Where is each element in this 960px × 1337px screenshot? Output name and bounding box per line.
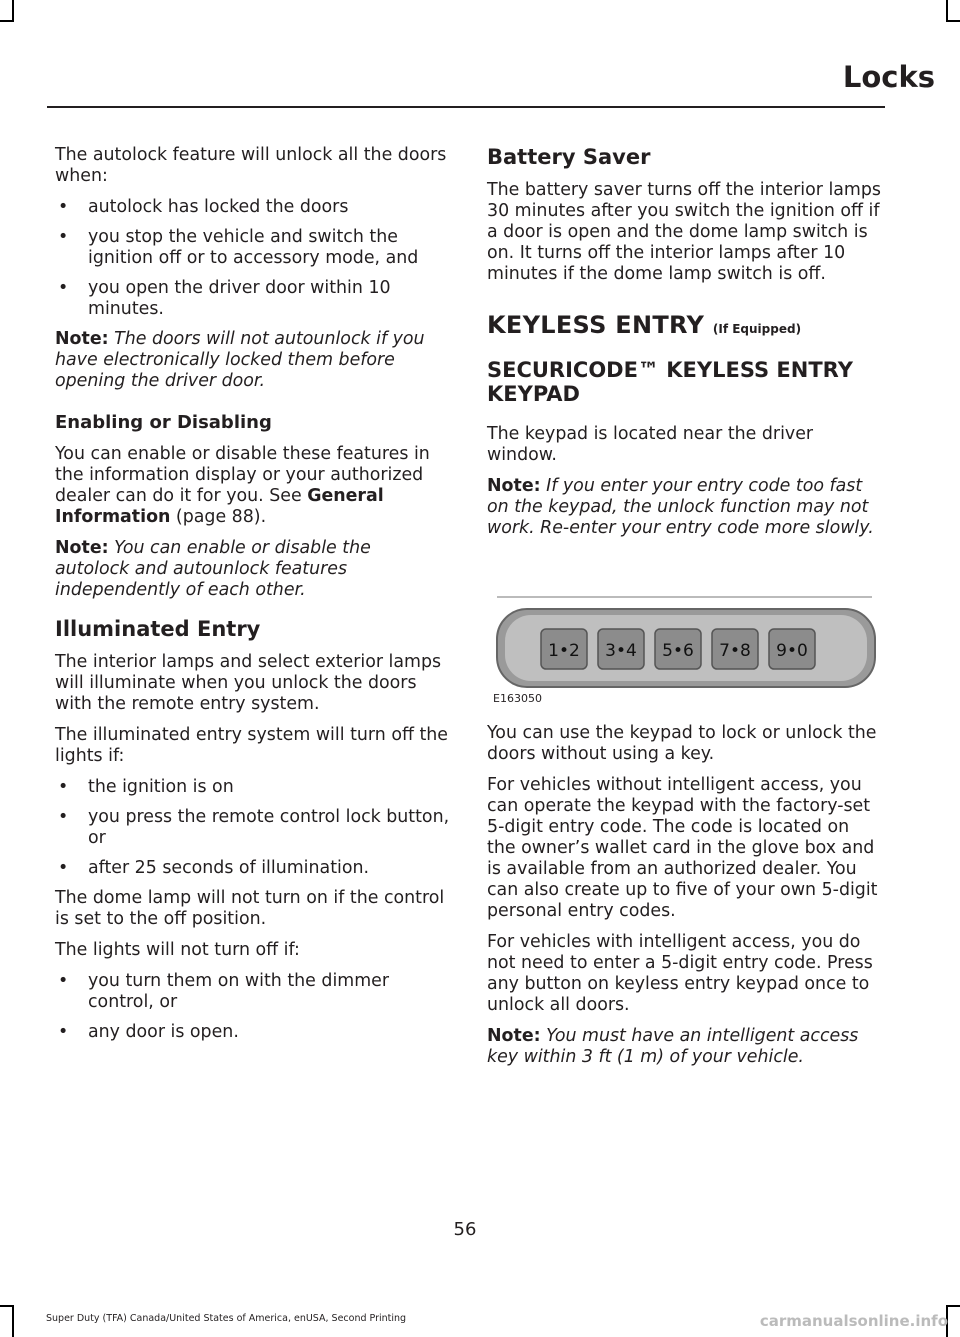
section-heading-battery-saver: Battery Saver bbox=[487, 145, 651, 169]
bullet-dot: • bbox=[58, 227, 69, 247]
enabling-paragraph bbox=[55, 444, 450, 528]
bullet-dot: • bbox=[58, 807, 69, 827]
autolock-intro: The autolock feature will unlock all the doors when: bbox=[55, 145, 447, 186]
page-number: 56 bbox=[453, 1219, 477, 1240]
crop-mark bbox=[946, 0, 948, 20]
footer-text: Super Duty (TFA) Canada/United States of America, enUSA, Second Printing bbox=[46, 1313, 407, 1324]
crop-mark bbox=[0, 1305, 14, 1307]
note-label: Note: bbox=[487, 1026, 541, 1046]
right-column bbox=[487, 145, 882, 1078]
list-item bbox=[55, 278, 450, 320]
not-off-intro: The lights will not turn off if: bbox=[55, 940, 300, 960]
bullet-text: any door is open. bbox=[88, 1022, 239, 1042]
bullet-dot: • bbox=[58, 971, 69, 991]
section-heading-enabling: Enabling or Disabling bbox=[55, 412, 272, 433]
bullet-text: autolock has locked the doors bbox=[88, 197, 349, 217]
keypad-location-paragraph: The keypad is located near the driver window. bbox=[487, 424, 814, 465]
list-item bbox=[55, 777, 450, 798]
bullet-dot: • bbox=[58, 1022, 69, 1042]
list-item bbox=[55, 227, 450, 269]
list-item bbox=[55, 1022, 450, 1043]
note bbox=[487, 476, 882, 539]
keypad-key-label: 3•4 bbox=[605, 641, 637, 661]
crop-mark bbox=[12, 1307, 14, 1337]
enabling-text: You can enable or disable these features in the information display or your authorized dealer can do it for you. See bbox=[55, 444, 430, 506]
note-label: Note: bbox=[55, 538, 109, 558]
list-item bbox=[55, 197, 450, 218]
bullet-text: you turn them on with the dimmer control, or bbox=[88, 971, 390, 1012]
intelligent-access-paragraph: For vehicles with intelligent access, you do not need to enter a 5-digit entry code. Press any button on keyless entry keypad once to unlock all doors. bbox=[487, 932, 873, 1015]
bullet-text: you press the remote control lock button, or bbox=[88, 807, 450, 848]
keypad-key-label: 5•6 bbox=[662, 641, 694, 661]
note bbox=[55, 329, 450, 392]
bullet-text: you stop the vehicle and switch the ignition off or to accessory mode, and bbox=[88, 227, 419, 268]
note bbox=[55, 538, 450, 601]
figure-id: E163050 bbox=[493, 692, 542, 705]
note-label: Note: bbox=[55, 329, 109, 349]
crop-mark bbox=[946, 20, 960, 22]
note-label: Note: bbox=[487, 476, 541, 496]
battery-saver-paragraph: The battery saver turns off the interior lamps 30 minutes after you switch the ignition off if a door is open and the dome lamp switch is on. It turns off the interior lamps after 10 minutes if the dome lamp switch is off. bbox=[487, 180, 881, 284]
note bbox=[487, 1026, 882, 1068]
bullet-dot: • bbox=[58, 278, 69, 298]
general-information-link[interactable]: General Information bbox=[55, 486, 384, 527]
bullet-text: the ignition is on bbox=[88, 777, 234, 797]
note-text: If you enter your entry code too fast on the keypad, the unlock function may not work. Re-enter your entry code more slowly. bbox=[487, 476, 874, 538]
list-item bbox=[55, 971, 450, 1013]
note-text: You can enable or disable the autolock and autounlock features independently of each other. bbox=[55, 538, 371, 600]
keypad-key-label: 1•2 bbox=[548, 641, 580, 661]
bullet-text: after 25 seconds of illumination. bbox=[88, 858, 370, 878]
bullet-dot: • bbox=[58, 777, 69, 797]
keypad-key-label: 7•8 bbox=[719, 641, 751, 661]
illuminated-off-intro: The illuminated entry system will turn off the lights if: bbox=[55, 725, 449, 766]
crop-mark bbox=[0, 20, 14, 22]
no-intelligent-access-paragraph: For vehicles without intelligent access, you can operate the keypad with the factory-set 5-digit entry code. The code is located on the owner’s wallet card in the glove box and is available from an authorized dealer. You can also create up to five of your own 5-digit personal entry codes. bbox=[487, 775, 878, 921]
bullet-dot: • bbox=[58, 858, 69, 878]
crop-mark bbox=[12, 0, 14, 20]
note-text: The doors will not autounlock if you have electronically locked them before opening the driver door. bbox=[55, 329, 425, 391]
watermark: carmanualsonline.info bbox=[759, 1312, 948, 1330]
bullet-text: you open the driver door within 10 minutes. bbox=[88, 278, 391, 319]
header-rule bbox=[47, 106, 885, 108]
illuminated-paragraph: The interior lamps and select exterior lamps will illuminate when you unlock the doors with the remote entry system. bbox=[55, 652, 442, 714]
note-text: You must have an intelligent access key within 3 ft (1 m) of your vehicle. bbox=[487, 1026, 859, 1067]
section-heading-illuminated-entry: Illuminated Entry bbox=[55, 617, 261, 641]
section-heading-keyless-entry bbox=[487, 311, 882, 340]
page-reference: (page 88). bbox=[170, 507, 267, 527]
keypad-drawing bbox=[487, 559, 879, 689]
keypad-use-paragraph: You can use the keypad to lock or unlock the doors without using a key. bbox=[487, 723, 877, 764]
left-column bbox=[55, 145, 450, 1052]
keypad-key-label: 9•0 bbox=[776, 641, 808, 661]
list-item bbox=[55, 858, 450, 879]
dome-lamp-paragraph: The dome lamp will not turn on if the control is set to the off position. bbox=[55, 888, 445, 929]
if-equipped-label: (If Equipped) bbox=[712, 322, 802, 336]
page-title: Locks bbox=[842, 60, 935, 94]
keyless-entry-title: KEYLESS ENTRY bbox=[487, 311, 705, 339]
section-heading-securicode: SECURICODE™ KEYLESS ENTRY KEYPAD bbox=[487, 358, 853, 406]
crop-mark bbox=[946, 1305, 960, 1307]
bullet-dot: • bbox=[58, 197, 69, 217]
keypad-illustration bbox=[487, 559, 879, 709]
list-item bbox=[55, 807, 450, 849]
